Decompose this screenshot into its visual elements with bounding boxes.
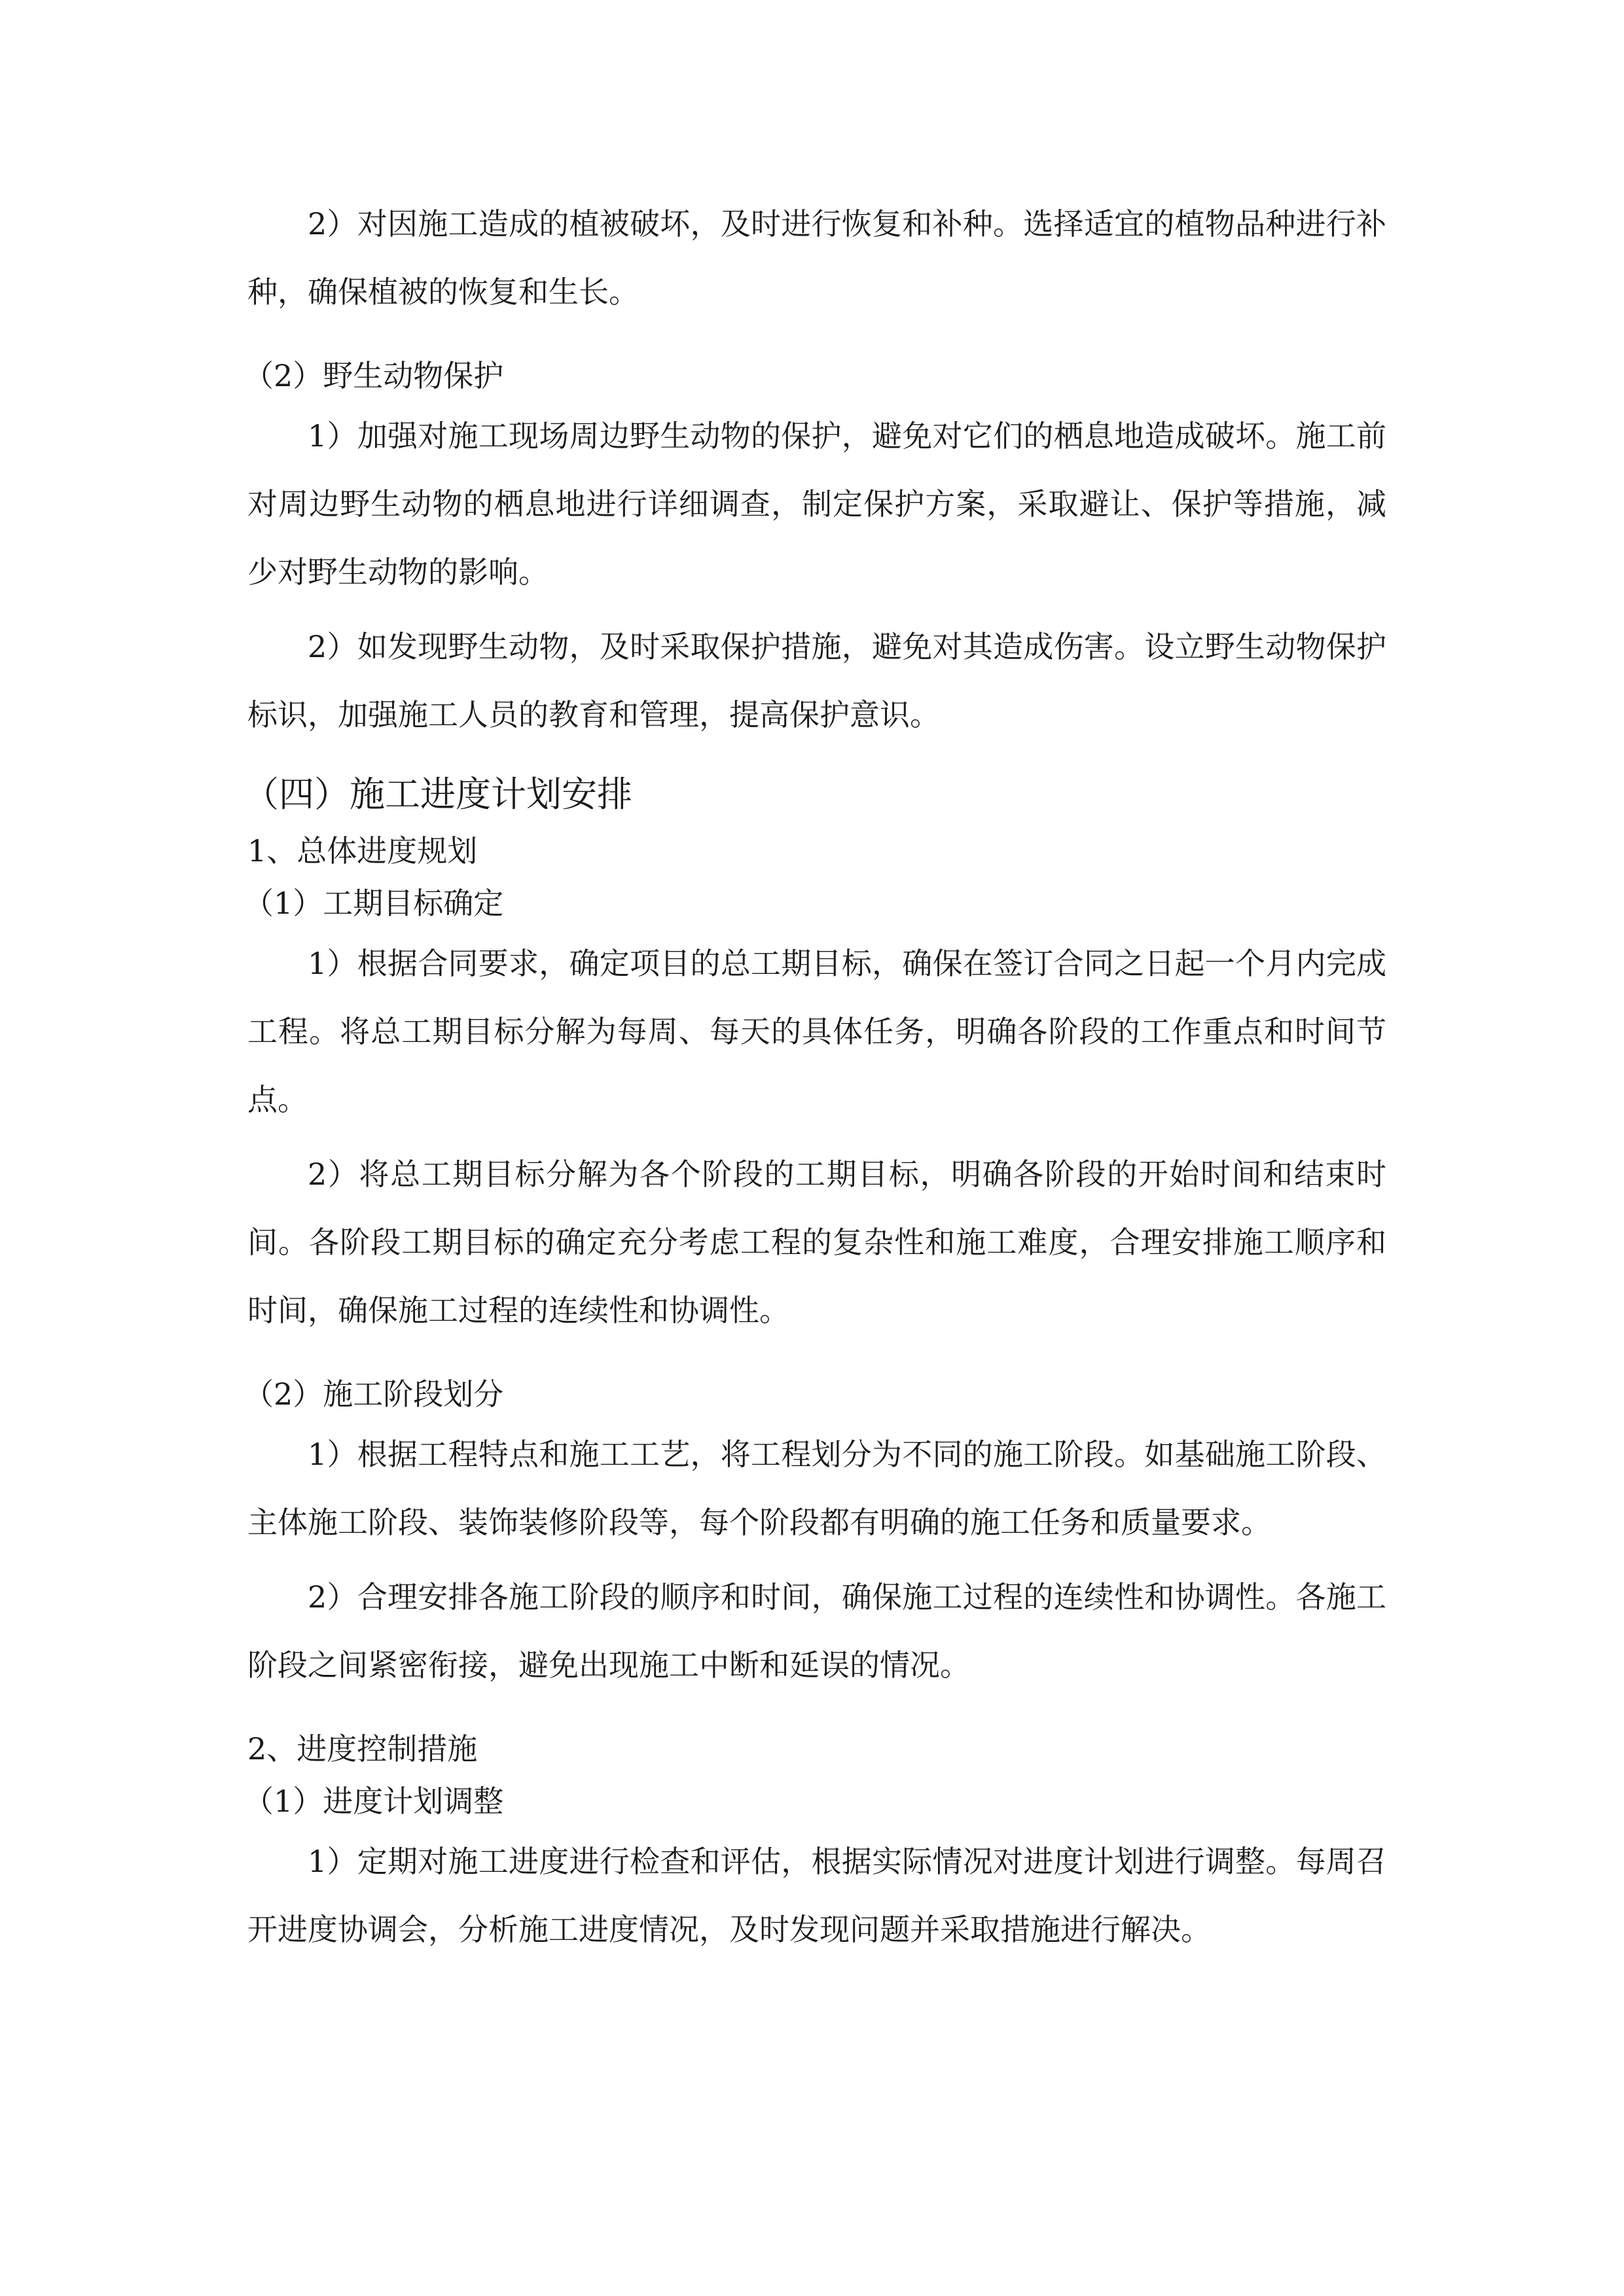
subheading-wildlife-protection: （2）野生动物保护	[244, 358, 504, 393]
paragraph-wildlife-measures: 2）如发现野生动物，及时采取保护措施，避免对其造成伤害。设立野生动物保护标识，加强施工人员的教育和管理，提高保护意识。	[247, 629, 1386, 732]
paragraph-stage-division-2: 2）合理安排各施工阶段的顺序和时间，确保施工过程的连续性和协调性。各施工阶段之间紧密衔接，避免出现施工中断和延误的情况。	[247, 1579, 1386, 1683]
paragraph-stage-division-1: 1）根据工程特点和施工工艺，将工程划分为不同的施工阶段。如基础施工阶段、主体施工阶段、装饰装修阶段等，每个阶段都有明确的施工任务和质量要求。	[247, 1437, 1386, 1540]
paragraph-plan-adjustment-1: 1）定期对施工进度进行检查和评估，根据实际情况对进度计划进行调整。每周召开进度协调会，分析施工进度情况，及时发现问题并采取措施进行解决。	[247, 1844, 1386, 1947]
document-page	[244, 190, 1386, 1964]
paragraph-wildlife-habitat: 1）加强对施工现场周边野生动物的保护，避免对它们的栖息地造成破坏。施工前对周边野生动物的栖息地进行详细调查，制定保护方案，采取避让、保护等措施，减少对野生动物的影响。	[247, 418, 1386, 590]
subheading-plan-adjustment: （1）进度计划调整	[244, 1784, 504, 1819]
paragraph-duration-target-2: 2）将总工期目标分解为各个阶段的工期目标，明确各阶段的开始时间和结束时间。各阶段工期目标的确定充分考虑工程的复杂性和施工难度，合理安排施工顺序和时间，确保施工过程的连续性和协调性。	[247, 1157, 1386, 1328]
section-heading-schedule: （四）施工进度计划安排	[244, 774, 632, 815]
heading-progress-control: 2、进度控制措施	[247, 1731, 478, 1767]
subheading-duration-target: （1）工期目标确定	[244, 886, 504, 921]
heading-overall-plan: 1、总体进度规划	[247, 833, 478, 869]
paragraph-duration-target-1: 1）根据合同要求，确定项目的总工期目标，确保在签订合同之日起一个月内完成工程。将总工期目标分解为每周、每天的具体任务，明确各阶段的工作重点和时间节点。	[247, 946, 1386, 1117]
paragraph-vegetation-restore: 2）对因施工造成的植被破坏，及时进行恢复和补种。选择适宜的植物品种进行补种，确保植被的恢复和生长。	[247, 206, 1386, 310]
subheading-stage-division: （2）施工阶段划分	[244, 1376, 504, 1412]
